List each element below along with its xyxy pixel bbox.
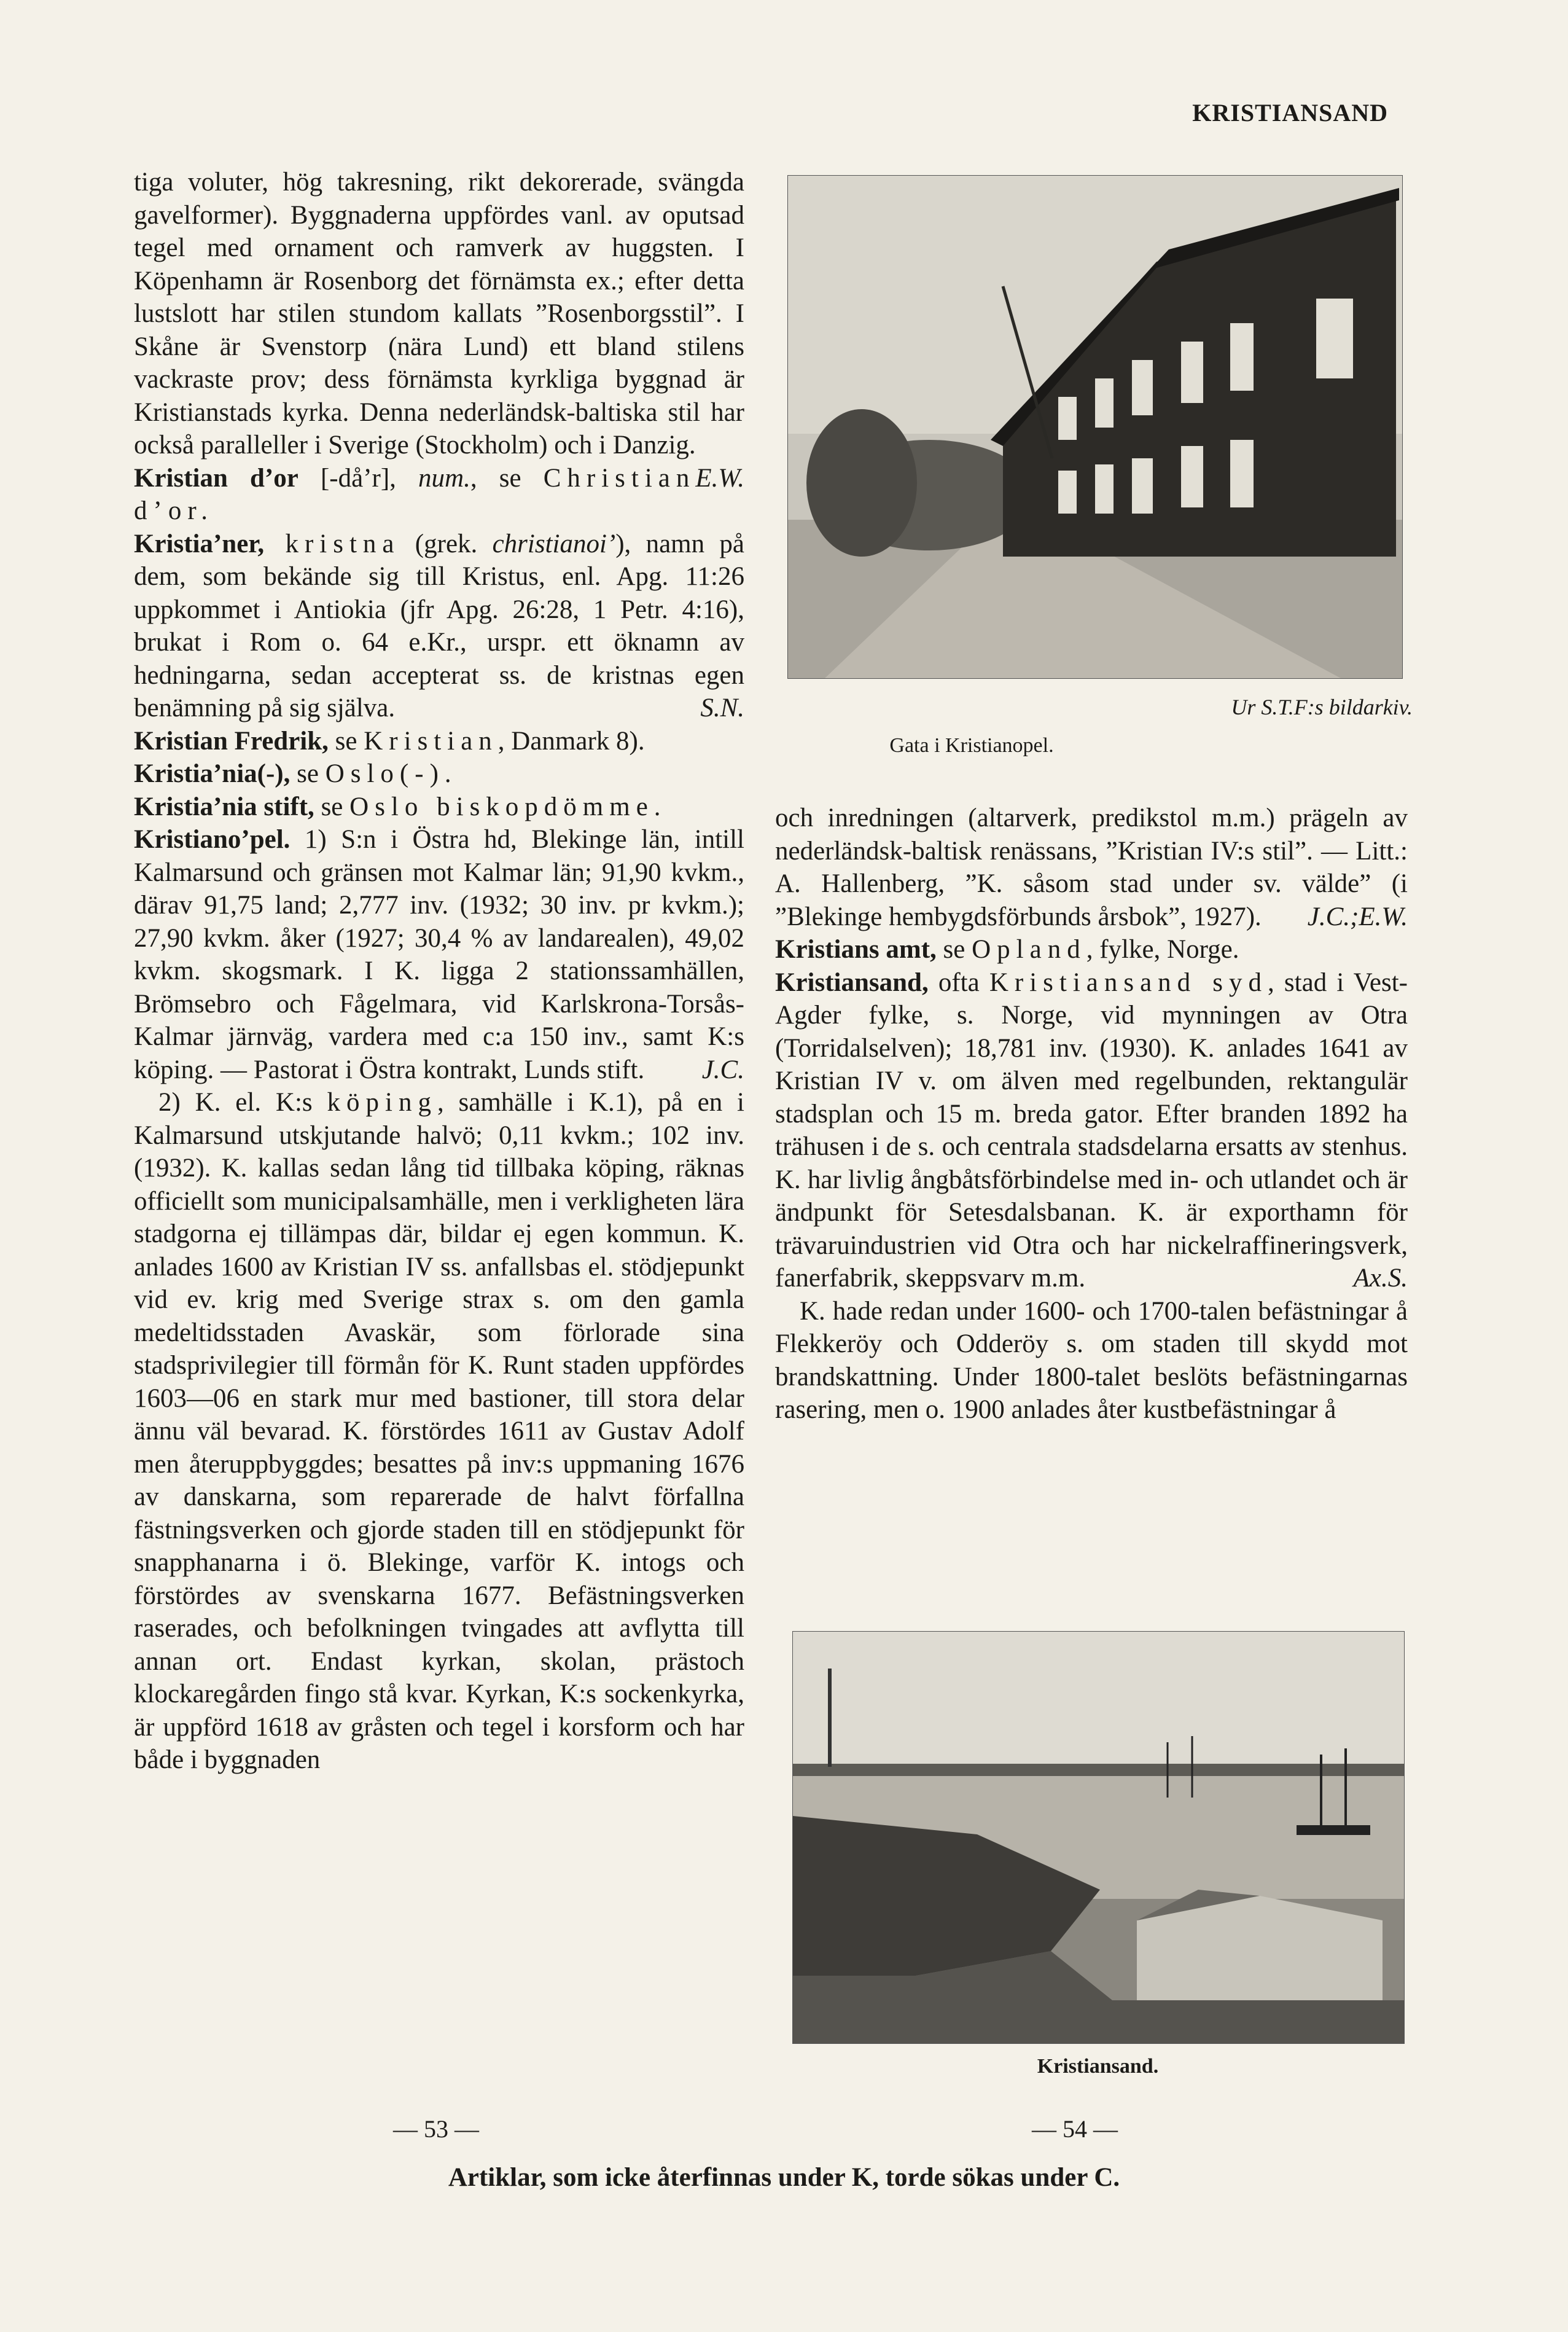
paragraph: K. hade redan under 1600- och 1700-talen befästningar å Flekkeröy och Odderöy s. om staden till skydd mot brandskattning. Under 1800-talet beslöts befästningarnas rasering, men o. 1900 anlades åter kustbefästningar å bbox=[775, 1296, 1408, 1424]
body-text: 1) S:n i Östra hd, Blekinge län, intill Kalmarsund och gränsen mot Kalmar län; 91,90 kvkm., därav 91,75 land; 2,777 inv. (1932; 30 inv. pr kvkm.); 27,90 kvkm. åker (1927; 30,4 % av landarealen), 49,02 kvkm. skogsmark. I K. ligga 2 stationssamhällen, Brömsebro och Fågelmara, vid Karlskrona-Torsås-Kalmar järnväg, vardera med c:a 150 inv., samt K:s köping. — Pastorat i Östra kontrakt, Lunds stift. bbox=[134, 825, 744, 1084]
spaced-term: kristna bbox=[264, 529, 400, 558]
see-word: se bbox=[328, 726, 364, 756]
signature: Ax.S. bbox=[1353, 1264, 1408, 1293]
body-text: , fylke, Norge. bbox=[1086, 935, 1239, 964]
signature: E.W. bbox=[695, 463, 744, 493]
right-column bbox=[775, 802, 1408, 1426]
paragraph bbox=[775, 802, 1408, 933]
headword: Kristia’nia(-), bbox=[134, 759, 291, 788]
entry-kristiania-stift bbox=[134, 791, 744, 824]
entry-kristiania bbox=[134, 757, 744, 791]
photo-credit: Ur S.T.F:s bildarkiv. bbox=[1231, 695, 1413, 719]
entry-kristianopel-2 bbox=[134, 1086, 744, 1777]
body-text: , stad i Vest-Agder fylke, s. Norge, vid mynningen av Otra (Torridalselven); 18,781 inv. (1930). K. anlades 1641 av Kristian IV v. om älven med regelbunden, rektangulär stadsplan och 15 m. breda gator. Efter branden 1892 ha trähusen i de s. och centrala stadsdelarna ersatts av stenhus. K. har livlig ångbåtsförbindelse med in- och utlandet och är ändpunkt för Setesdalsbanan. K. är exporthamn för trävaruindustrien vid Otra och har nickelraffineringsverk, fanerfabrik, skeppsvarv m.m. bbox=[775, 968, 1408, 1293]
headword: Kristia’nia stift, bbox=[134, 792, 314, 821]
body-text: 2) K. el. K:s bbox=[158, 1088, 327, 1117]
see-word: se bbox=[290, 759, 326, 788]
headword: Kristians amt, bbox=[775, 935, 937, 964]
footer-note: Artiklar, som icke återfinnas under K, torde sökas under C. bbox=[448, 2163, 1120, 2192]
photo-street-kristianopel bbox=[787, 175, 1403, 679]
entry-kristianer bbox=[134, 528, 744, 725]
pronunciation: [-då’r], bbox=[298, 463, 419, 493]
see-word: se bbox=[314, 792, 350, 821]
headword: Kristian Fredrik, bbox=[134, 726, 329, 756]
headword: Kristian d’or bbox=[134, 463, 298, 493]
entry-kristian-dor bbox=[134, 462, 744, 528]
entry-kristians-amt bbox=[775, 933, 1408, 966]
body-text: ), namn på dem, som bekände sig till Kristus, enl. Apg. 11:26 uppkommet i Antiokia (jfr Apg. 26:28, 1 Petr. 4:16), brukat i Rom o. 64 e.Kr., urspr. ett öknamn av hedningarna, sedan accepterat ss. de kristnas egen benämning på sig själva. bbox=[134, 529, 744, 722]
signature: J.C. bbox=[701, 1055, 744, 1084]
body-text: , Danmark 8). bbox=[497, 726, 645, 756]
cross-reference: Oslo biskopdömme. bbox=[349, 792, 667, 821]
left-column bbox=[134, 166, 744, 1777]
greek-term: christianoi’ bbox=[492, 529, 616, 558]
entry-kristianopel bbox=[134, 823, 744, 1086]
entry-kristian-fredrik bbox=[134, 725, 744, 758]
headword: Kristia’ner, bbox=[134, 529, 265, 558]
signature: S.N. bbox=[700, 694, 744, 722]
cross-reference: Kristian bbox=[364, 726, 498, 756]
page-number-right: — 54 — bbox=[1032, 2115, 1118, 2143]
body-text: (grek. bbox=[400, 529, 493, 558]
headword: Kristiansand, bbox=[775, 968, 929, 997]
body-text: ofta bbox=[928, 968, 989, 997]
body-text: tiga voluter, hög takresning, rikt dekorerade, svängda gavelformer). Byggnaderna uppfördes vanl. av oputsad tegel med ornament och ramverk av huggsten. I Köpenhamn är Rosenborg det förnämsta ex.; efter detta lustslott har stilen stundom kallats ”Rosenborgsstil”. I Skåne är Svenstorp (nära Lund) ett bland stilens vackraste prov; dess förnämsta kyrkliga byggnad är Kristianstads kyrka. Denna nederländsk-baltiska stil har också paralleller i Sverige (Stockholm) och i Danzig. bbox=[134, 168, 744, 460]
cross-reference: Oslo(-). bbox=[325, 759, 458, 788]
body-text: , samhälle i K.1), på en i Kalmarsund utskjutande halvö; 0,11 kvkm.; 102 inv. (1932). K. kallas sedan lång tid tillbaka köping, räknas officiellt som municipalsamhälle, men i verkligheten lära stadgorna ej tillämpas där, bildar ej egen kommun. K. anlades 1600 av Kristian IV ss. anfallsbas el. stödjepunkt vid ev. krig med Sverige strax s. om den gamla medeltidsstaden Avaskär, som förlorade sina stadsprivilegier till förmån för K. Runt staden uppfördes 1603—06 en stark mur med bastioner, till stora delar ännu väl bevarad. K. förstördes 1611 av Gustav Adolf men återuppbyggdes; besattes på inv:s uppmaning 1676 av danskarna, som reparerade de halvt förfallna fästningsverken och gjorde staden till en stödjepunkt för snapphanarna i ö. Blekinge, varför K. intogs och förstördes av svenskarna 1677. Befästningsverken raserades, och befolkningen tvingades att avflytta till annan ort. Endast kyrkan, skolan, prästoch klockaregården fingo stå kvar. Kyrkan, K:s sockenkyrka, är uppförd 1618 av gråsten och tegel i korsform och har både i byggnaden bbox=[134, 1088, 744, 1774]
see-word: , se bbox=[470, 463, 544, 493]
figure-caption: Gata i Kristianopel. bbox=[889, 734, 1054, 757]
body-text: och inredningen (altarverk, predikstol m.m.) prägeln av nederländsk-baltisk renässans, ”Kristian IV:s stil”. — Litt.: A. Hallenberg, ”K. såsom stad under sv. välde” (i ”Blekinge hembygdsförbunds årsbok”, 1927). bbox=[775, 804, 1408, 931]
spaced-term: Kristiansand syd bbox=[989, 968, 1268, 997]
page-number-left: — 53 — bbox=[393, 2115, 479, 2143]
see-word: se bbox=[936, 935, 972, 964]
headword: Kristiano’pel. bbox=[134, 825, 291, 854]
grammar-label: num. bbox=[418, 463, 470, 493]
cross-reference: Opland bbox=[972, 935, 1086, 964]
running-head: KRISTIANSAND bbox=[1192, 99, 1388, 127]
signature: J.C.;E.W. bbox=[1307, 902, 1408, 931]
spaced-term: köping bbox=[327, 1088, 437, 1117]
photo-kristiansand-harbour bbox=[792, 1631, 1405, 2044]
entry-kristiansand bbox=[775, 966, 1408, 1295]
cross-reference: Christian d’or. bbox=[134, 463, 696, 525]
figure-caption: Kristiansand. bbox=[1037, 2055, 1159, 2078]
